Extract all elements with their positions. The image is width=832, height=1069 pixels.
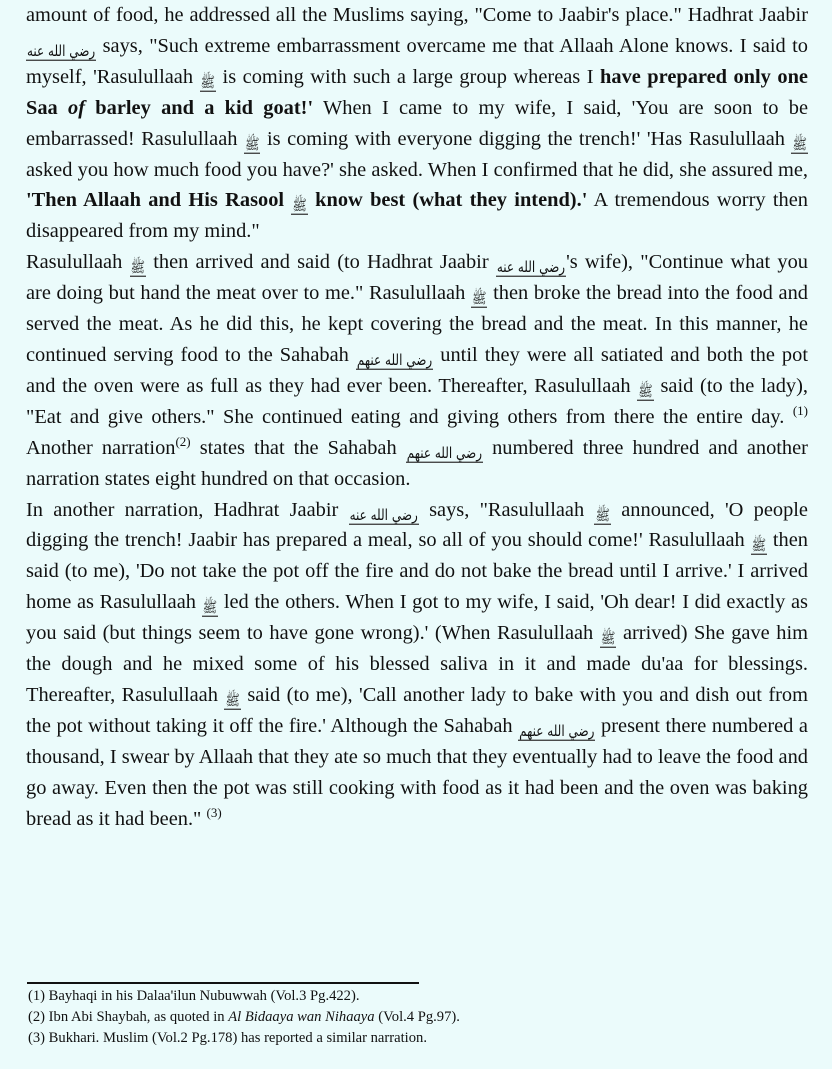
salawat-glyph: ﷺ — [595, 505, 610, 524]
footnote-3: (3) Bukhari. Muslim (Vol.2 Pg.178) has reported a similar narration. — [28, 1030, 427, 1046]
text-line: the dough and he mixed some of his blessed saliva in it and made du'aa for — [26, 653, 718, 676]
text-line: states that the Sahabah — [199, 436, 397, 459]
text-line: three hundred and another narration states eight hundred on that occasion. — [26, 436, 808, 490]
salawat-glyph: ﷺ — [200, 72, 216, 91]
text-line: said (to the lady), — [660, 374, 808, 397]
text-line: says, "Such extreme embarrassment overcame me that — [102, 34, 554, 57]
salawat-glyph: ﷺ — [292, 196, 307, 215]
text-line: present there numbered a thousand, I swear by Allaah that they — [26, 714, 808, 768]
radiyallahu-anhu-glyph: رضي الله عنه — [496, 258, 566, 276]
text-line: numbered — [492, 436, 574, 459]
text-line: "Continue what you are doing but hand the meat over to me." Rasulullaah — [26, 251, 808, 305]
footnote-ref-1: (1) — [792, 402, 808, 418]
text-line: as it had been." — [76, 807, 202, 830]
text-line: assured me, — [711, 158, 808, 181]
text-line: with you and dish out from the pot without taking it off the fire.' Although the — [26, 683, 808, 737]
text-line: then said (to me), 'Do not take the pot off the fire and do — [26, 529, 808, 583]
text-line: Hadhrat Jaabir — [687, 4, 808, 26]
text-line: A — [593, 189, 608, 212]
bold-text: (what they intend).' — [412, 189, 588, 212]
text-line: you how much food you have?' she asked. When I confirmed that he did, she — [77, 158, 707, 181]
text-line: is coming with such a — [222, 65, 406, 88]
text-line: When I came to my wife, I said, 'You are soon to be embarrassed! Rasulullaah — [26, 96, 808, 150]
text-line: large group whereas I — [412, 65, 594, 88]
bold-text: 'Then Allaah and His Rasool — [26, 189, 285, 212]
text-line: until they were all satiated and both the pot and the oven — [26, 343, 808, 397]
text-line: entire day. — [696, 405, 785, 428]
radiyallahu-anhu-glyph: رضي الله عنه — [27, 42, 96, 60]
paragraph-3 — [26, 495, 808, 835]
footnote-ref-3: (3) — [206, 804, 222, 820]
footnote-1: (1) Bayhaqi in his Dalaa'ilun Nubuwwah (Vol.3 Pg.422). — [28, 988, 360, 1004]
bold-text: Saa — [26, 96, 58, 119]
text-line: announced, — [621, 498, 715, 521]
salawat-glyph: ﷺ — [792, 134, 807, 153]
text-line: asked — [26, 158, 73, 181]
text-line: In another narration, Hadhrat Jaabir — [26, 498, 339, 521]
footnote-2 — [28, 1007, 808, 1028]
text-line: says, "Rasulullaah — [429, 498, 585, 521]
salawat-glyph: ﷺ — [244, 134, 260, 153]
text-line: blessings. Thereafter, Rasulullaah — [26, 653, 808, 706]
radiyallahu-anhum-glyph: رضي الله عنهم — [406, 443, 483, 462]
radiyallahu-anhum-glyph: رضي الله عنهم — [519, 721, 595, 740]
footnote-divider — [27, 982, 419, 984]
salawat-glyph: ﷺ — [471, 289, 487, 307]
paragraph-1 — [26, 0, 808, 247]
salawat-glyph: ﷺ — [751, 536, 767, 555]
text-line: ate so much that they eventually had to leave the food and go away. Even then — [26, 745, 808, 799]
bold-text: know best — [315, 189, 406, 212]
salawat-glyph: ﷺ — [600, 629, 616, 647]
salawat-glyph: ﷺ — [130, 258, 145, 276]
book-title: Al Bidaaya wan Nihaaya — [228, 1009, 375, 1025]
salawat-glyph: ﷺ — [225, 691, 240, 709]
salawat-glyph: ﷺ — [202, 598, 218, 616]
text-line: amount of food, he addressed all the Muslims saying, "Come to Jaabir's place." — [26, 4, 682, 26]
text-line: 'O people digging the trench! Jaabir has prepared a meal, so all of you should — [26, 498, 808, 552]
text-line: tremendous worry then disappeared from my mind." — [26, 189, 808, 243]
text-line: "Eat and give others." She continued eating and giving others from there the — [26, 405, 688, 428]
text-line: arrived) She gave him — [622, 622, 809, 645]
footnote-text: (2) Ibn Abi Shaybah, as quoted in — [28, 1009, 225, 1025]
bold-italic-text: of — [68, 96, 86, 119]
text-line: the Sahabah — [247, 343, 349, 366]
text-line: Rasulullaah — [26, 251, 123, 274]
text-line: Sahabah — [443, 714, 513, 737]
footnote-text: (Vol.4 Pg.97). — [378, 1009, 460, 1025]
text-line: others. When I got to my wife, I said, 'Oh dear! I did exactly as you said (but — [26, 591, 808, 645]
text-line: 's wife), — [566, 251, 634, 274]
text-line: covering the bread and the meat. In this manner, he continued serving food to — [26, 313, 808, 366]
text-line: the pot was still cooking with food as it had been and the oven was baking bread — [26, 776, 808, 830]
text-line: is coming with everyone digging the trench!' 'Has Rasulullaah — [266, 127, 785, 150]
paragraph-2 — [26, 247, 808, 494]
text-line: Allaah Alone knows. I said to myself, 'Rasulullaah — [26, 34, 808, 88]
footnote-ref-2: (2) — [175, 433, 191, 449]
bold-text: barley and a kid goat!' — [95, 96, 314, 119]
salawat-glyph: ﷺ — [638, 382, 653, 400]
body-text — [26, 0, 808, 834]
text-line: not bake the bread until I arrive.' I arrived home as Rasulullaah — [26, 560, 808, 614]
text-line: said (to me), 'Call another lady to bake — [247, 683, 574, 706]
bold-text: have prepared only one — [600, 65, 808, 88]
text-line: things seem to have gone wrong).' (When Rasulullaah — [142, 622, 594, 645]
text-line: were as full as they had ever been. Thereafter, Rasulullaah — [140, 374, 631, 397]
radiyallahu-anhu-glyph: رضي الله عنه — [349, 505, 418, 524]
text-line: Another narration — [26, 436, 176, 459]
footnotes — [28, 986, 808, 1049]
radiyallahu-anhum-glyph: رضي الله عنهم — [356, 351, 433, 369]
text-line: come!' Rasulullaah — [588, 529, 745, 552]
text-line: then arrived and said (to Hadhrat Jaabir — [153, 251, 489, 274]
text-line: led the — [223, 591, 280, 614]
text-line: then broke the bread into the food and served the meat. As he did this, he kept — [26, 282, 808, 336]
